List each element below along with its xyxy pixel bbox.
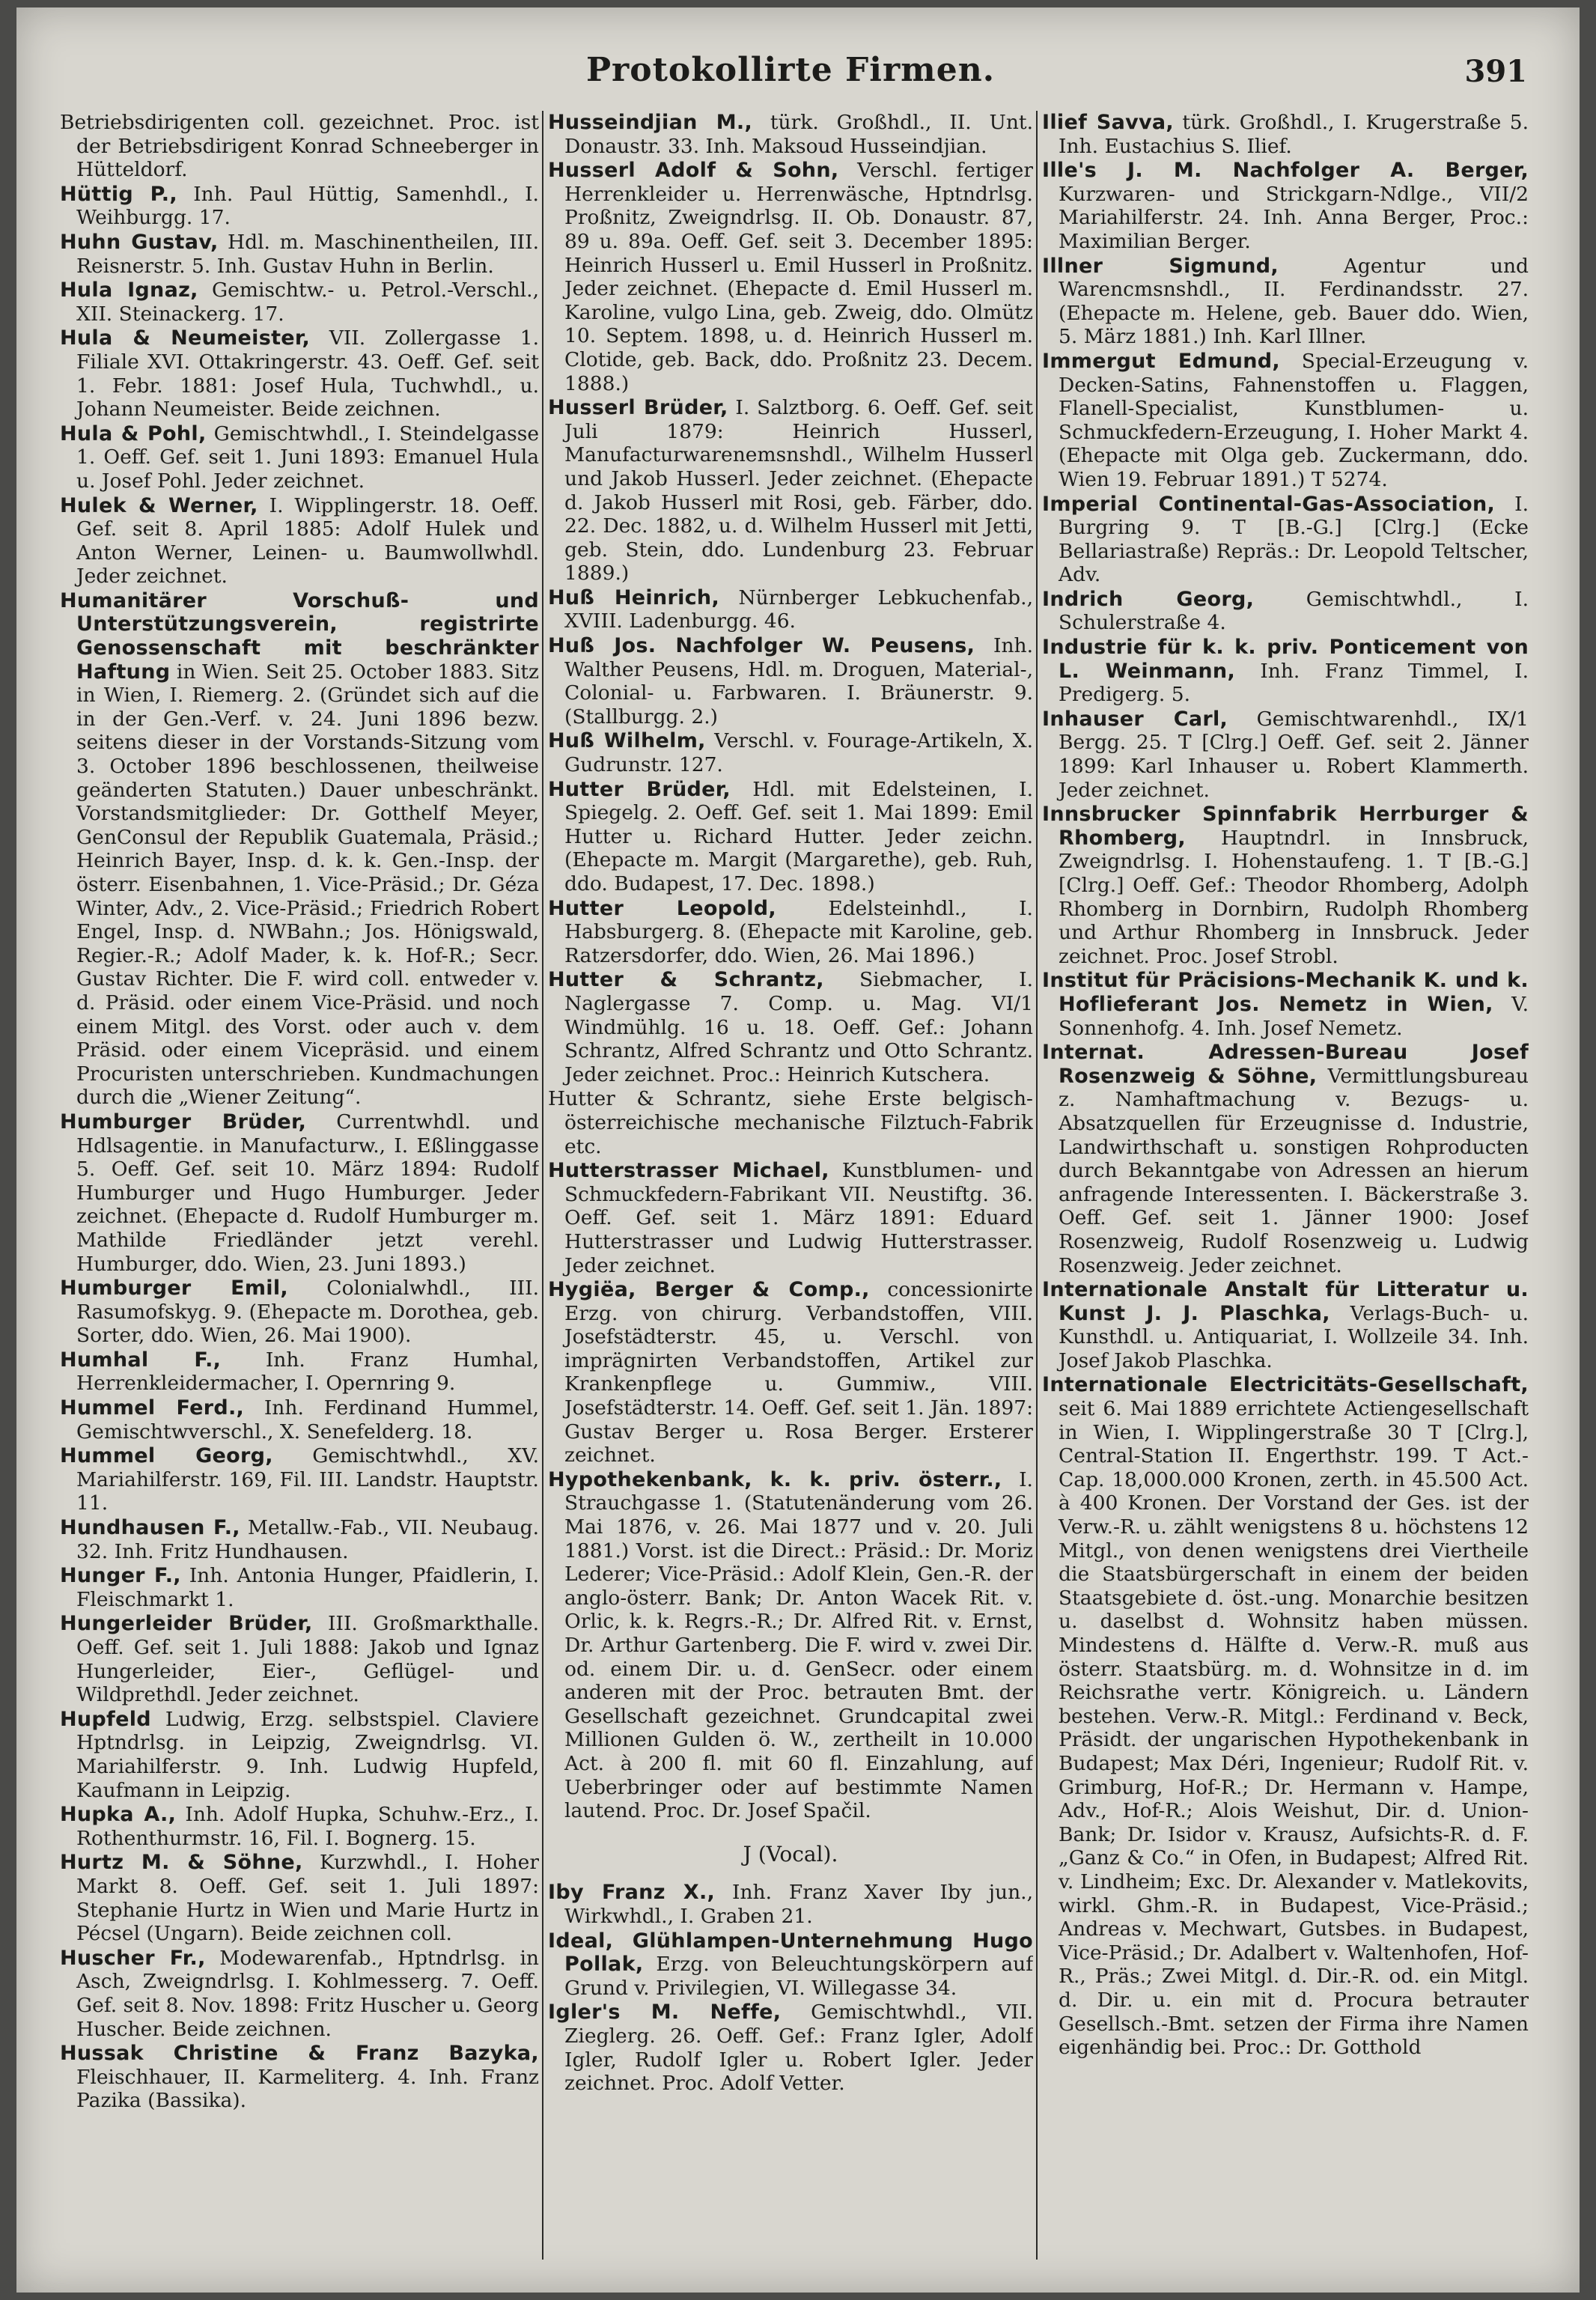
firm-details: Fleischhauer, II. Karmeliterg. 4. Inh. Franz Pazika (Bassika). (76, 2065, 539, 2113)
firm-name: Huscher Fr., (60, 1946, 206, 1970)
firm-name: Hüttig P., (60, 182, 177, 206)
directory-entry (60, 1516, 539, 1563)
directory-entry (548, 634, 1033, 728)
directory-entry (548, 1278, 1033, 1467)
directory-entry (1042, 636, 1529, 707)
firm-details: III. Großmarkthalle. Oeff. Gef. seit 1. Juli 1888: Jakob und Ignaz Hungerleider, Eier-, Geflügel- und Wildprethdl. Jeder zeichnet. (76, 1612, 539, 1707)
firm-details: türk. Großhdl., II. Unt. Donaustr. 33. Inh. Maksoud Husseindjian. (564, 111, 1033, 158)
column-3 (1042, 111, 1529, 2263)
directory-entry (60, 183, 539, 230)
firm-details: Inh. Ferdinand Hummel, Gemischtwverschl., X. Senefelderg. 18. (76, 1396, 539, 1443)
firm-details: Edelsteinhdl., I. Habsburgerg. 8. (Ehepacte mit Karoline, geb. Ratzersdorfer, ddo. Wien, 26. Mai 1896.) (564, 896, 1033, 967)
firm-name: Hungerleider Brüder, (60, 1612, 313, 1636)
directory-entry (548, 897, 1033, 968)
firm-details: Inh. Antonia Hunger, Pfaidlerin, I. Fleischmarkt 1. (76, 1564, 539, 1611)
firm-name: Hypothekenbank, k. k. priv. österr., (548, 1467, 1002, 1491)
firm-details: VII. Zollergasse 1. Filiale XVI. Ottakringerstr. 43. Oeff. Gef. seit 1. Febr. 1881: Josef Hula, Tuchwhdl., u. Johann Neumeister. Beide zeichnen. (76, 326, 539, 422)
firm-name: Ideal, Glühlampen-Unternehmung Hugo Pollak, (548, 1929, 1033, 1977)
firm-name: Hutter & Schrantz, (548, 968, 824, 992)
firm-details: Metallw.-Fab., VII. Neubaug. 32. Inh. Fritz Hundhausen. (76, 1516, 539, 1563)
directory-entry (1042, 1278, 1529, 1372)
firm-name: Hummel Georg, (60, 1444, 273, 1468)
firm-details: Hdl. mit Edelsteinen, I. Spiegelg. 2. Oeff. Gef. seit 1. Mai 1899: Emil Hutter u. Richard Hutter. Jeder zeichn. (Ehepacte m. Margit (Margarethe), geb. Ruh, ddo. Budapest, 17. Dec. 1898.) (564, 777, 1033, 895)
firm-name: Internationale Anstalt für Litteratur u. Kunst J. J. Plaschka, (1042, 1278, 1529, 1325)
firm-name: Ille's J. M. Nachfolger A. Berger, (1042, 159, 1529, 183)
firm-details: concessionirte Erzg. von chirurg. Verbandstoffen, VIII. Josefstädterstr. 45, u. Verschl. von imprägnirten Verbandstoffen, Artikel zur Krankenpflege u. Gummiw., VIII. Josefstädterstr. 14. Oeff. Gef. seit 1. Jän. 1897: Gustav Berger u. Rosa Berger. Ersterer zeichnet. (564, 1278, 1033, 1467)
firm-details: Betriebsdirigenten coll. gezeichnet. Proc. ist der Betriebsdirigent Konrad Schneeberger in Hütteldorf. (60, 111, 539, 182)
firm-details: seit 6. Mai 1889 errichtete Actiengesellschaft in Wien, I. Wipplingerstraße 30 T [Clrg.], Central-Station II. Engerthstr. 199. T Act.-Cap. 18,000.000 Kronen, zerth. in 45.500 Act. à 400 Kronen. Der Vorstand der Ges. ist der Verw.-R. u. zählt wenigstens 8 u. höchstens 12 Mitgl., von denen wenigstens drei Viertheile die Staatsbürgerschaft in einem der beiden Staatsgebiete d. öst.-ung. Monarchie besitzen u. daselbst d. Wohnsitz haben müssen. Mindestens d. Hälfte d. Verw.-R. muß aus österr. Staatsbürg. m. d. Wohnsitze in d. im Reichsrathe vertr. Königreich. u. Ländern bestehen. Verw.-R. Mitgl.: Ferdinand v. Beck, Präsidt. der ungarischen Hypothekenbank in Budapest; Max Déri, Ingenieur; Rudolf Rit. v. Grimburg, Hof-R.; Dr. Hermann v. Hampe, Adv., Hof-R.; Alois Weishut, Dir. d. Union-Bank; Dr. Isidor v. Krausz, Aufsichts-R. d. F. „Ganz & Co.“ in Ofen, in Budapest; Alfred Rit. v. Lindheim; Exc. Dr. Alexander v. Matlekovits, wirkl. Ghm.-R. in Budapest, Vice-Präsid.; Andreas v. Mechwart, Gutsbes. in Budapest, Vice-Präsid.; Dr. Adalbert v. Waltenhofen, Hof-R., Präs.; Zwei Mitgl. d. Dir.-R. od. ein Mitgl. d. Dir. u. ein mit d. Procura betrauter Gesellsch.-Bmt. setzen der Firma ihre Namen eigenhändig bei. Proc.: Dr. Gotthold (1059, 1397, 1529, 2060)
firm-details: Special-Erzeugung v. Decken-Satins, Fahnenstoffen u. Flaggen, Flanell-Specialist, Kunstblumen- u. Schmuckfedern-Erzeugung, I. Hoher Markt 4. (Ehepacte mit Olga geb. Zuckermann, ddo. Wien 19. Februar 1891.) T 5274. (1059, 349, 1529, 491)
firm-name: Husserl Adolf & Sohn, (548, 159, 839, 183)
directory-entry (60, 589, 539, 1110)
firm-name: Inhauser Carl, (1042, 707, 1228, 731)
directory-entry (548, 1159, 1033, 1277)
directory-entry (1042, 803, 1529, 968)
firm-name: Hundhausen F., (60, 1516, 240, 1540)
directory-entry (548, 159, 1033, 395)
column-2 (548, 111, 1033, 2263)
directory-entry (548, 1468, 1033, 1823)
firm-name: Humhal F., (60, 1348, 222, 1372)
firm-details: Verschl. v. Fourage-Artikeln, X. Gudrunstr. 127. (564, 729, 1033, 777)
directory-entry (60, 1396, 539, 1443)
firm-name: Hupka A., (60, 1803, 177, 1827)
firm-details: in Wien. Seit 25. October 1883. Sitz in Wien, I. Riemerg. 2. (Gründet sich auf die in der Gen.-Verf. v. 24. Juni 1896 bezw. seitens dieser in der Vorstands-Sitzung vom 3. October 1896 beschlossenen, theilweise geänderten Statuten.) Dauer unbeschränkt. Vorstandsmitglieder: Dr. Gotthelf Meyer, GenConsul der Republik Guatemala, Präsid.; Heinrich Bayer, Insp. d. k. k. Gen.-Insp. der österr. Eisenbahnen, 1. Vice-Präsid.; Dr. Géza Winter, Adv., 2. Vice-Präsid.; Friedrich Robert Engel, Insp. d. NWBahn.; Jos. Hönigswald, Regier.-R.; Adolf Mader, k. k. Hof-R.; Secr. Gustav Richter. Die F. wird coll. entweder v. d. Präsid. oder einem Vice-Präsid. und noch einem Mitgl. des Vorst. oder auch v. dem Präsid. oder einem Vicepräsid. und einem Procuristen unterschrieben. Kundmachungen durch die „Wiener Zeitung“. (76, 660, 539, 1110)
directory-entry (1042, 350, 1529, 492)
firm-name: Industrie für k. k. priv. Ponticement von L. Weinmann, (1042, 636, 1529, 683)
directory-entry (548, 1881, 1033, 1928)
directory-entry (1042, 493, 1529, 587)
firm-name: Hula & Pohl, (60, 422, 207, 445)
firm-details: Gemischtwhdl., I. Steindelgasse 1. Oeff. Gef. seit 1. Juni 1893: Emanuel Hula u. Josef Pohl. Jeder zeichnet. (76, 422, 539, 493)
page-title: Protokollirte Firmen. (585, 51, 996, 89)
firm-name: Hula Ignaz, (60, 279, 198, 302)
firm-name: Husseindjian M., (548, 111, 753, 134)
firm-details: I. Salztborg. 6. Oeff. Gef. seit Juli 1879: Heinrich Husserl, Manufacturwarenemsnshdl., Wilhelm Husserl und Jakob Husserl. Jeder zeichnet. (Ehepacte d. Jakob Husserl mit Rosi, geb. Färber, ddo. 22. Dec. 1882, u. d. Wilhelm Husserl mit Jetti, geb. Stein, ddo. Lundenburg 23. Februar 1889.) (564, 396, 1033, 585)
column-divider (542, 111, 543, 2260)
section-heading: J (Vocal). (743, 1841, 838, 1867)
directory-entry (60, 1110, 539, 1276)
directory-entry (1042, 588, 1529, 635)
firm-details: Siebmacher, I. Naglergasse 7. Comp. u. Mag. VI/1 Windmühlg. 16 u. 18. Oeff. Gef.: Johann Schrantz, Alfred Schrantz und Otto Schrantz. Jeder zeichnet. Proc.: Heinrich Kutschera. (564, 968, 1033, 1086)
directory-entry (60, 494, 539, 588)
firm-details: Currentwhdl. und Hdlsagentie. in Manufacturw., I. Eßlinggasse 5. Oeff. Gef. seit 10. März 1894: Rudolf Humburger und Hugo Humburger. Jeder zeichnet. (Ehepacte d. Rudolf Humburger m. Mathilde Friedländer jetzt verehl. Humburger, ddo. Wien, 23. Juni 1893.) (76, 1110, 539, 1276)
firm-details: Nürnberger Lebkuchenfab., XVIII. Ladenburgg. 46. (564, 585, 1033, 633)
directory-entry (60, 231, 539, 278)
directory-entry (548, 1087, 1033, 1158)
firm-details: Verlags-Buch- u. Kunsthdl. u. Antiquariat, I. Wollzeile 34. Inh. Josef Jakob Plaschka. (1059, 1301, 1529, 1372)
firm-name: Hummel Ferd., (60, 1396, 245, 1420)
firm-name: Iby Franz X., (548, 1881, 716, 1905)
directory-entry (60, 1348, 539, 1396)
directory-entry (1042, 969, 1529, 1040)
column-divider (1036, 111, 1038, 2260)
directory-entry (1042, 708, 1529, 802)
firm-details: Inh. Franz Timmel, I. Predigerg. 5. (1059, 659, 1529, 707)
directory-entry (548, 111, 1033, 158)
firm-name: Hussak Christine & Franz Bazyka, (60, 2042, 539, 2066)
firm-details: I. Burgring 9. T [B.-G.] [Clrg.] (Ecke Bellariastraße) Repräs.: Dr. Leopold Teltscher, Adv. (1059, 492, 1529, 587)
directory-entry (60, 1803, 539, 1850)
firm-details: Modewarenfab., Hptndrlsg. in Asch, Zweigndrlsg. I. Kohlmesserg. 7. Oeff. Gef. seit 8. Nov. 1898: Fritz Huscher u. Georg Huscher. Beide zeichnen. (76, 1946, 539, 2041)
firm-name: Huß Wilhelm, (548, 729, 706, 753)
directory-entry (1042, 111, 1529, 158)
firm-name: Igler's M. Neffe, (548, 2001, 782, 2024)
directory-entry (60, 111, 539, 182)
directory-entry (548, 586, 1033, 633)
firm-details: I. Wipplingerstr. 18. Oeff. Gef. seit 8. April 1885: Adolf Hulek und Anton Werner, Leinen- u. Baumwollwhdl. Jeder zeichnet. (76, 493, 539, 588)
firm-name: Immergut Edmund, (1042, 349, 1280, 373)
directory-entry (60, 1851, 539, 1945)
firm-name: Huß Heinrich, (548, 585, 720, 609)
firm-details: Inh. Paul Hüttig, Samenhdl., I. Weihburgg. 17. (76, 182, 539, 230)
directory-entry (548, 729, 1033, 776)
directory-entry (60, 1708, 539, 1802)
firm-name: Illner Sigmund, (1042, 254, 1279, 278)
directory-entry (60, 1444, 539, 1515)
firm-name: Innsbrucker Spinnfabrik Herrburger & Rhomberg, (1042, 803, 1529, 850)
firm-name: Internationale Electricitäts-Gesellschaft, (1042, 1373, 1529, 1397)
directory-entry (60, 326, 539, 421)
firm-details: Hutter & Schrantz, siehe Erste belgisch-österreichische mechanische Filztuch-Fabrik etc. (548, 1087, 1033, 1158)
firm-name: Hunger F., (60, 1564, 181, 1588)
firm-name: Huß Jos. Nachfolger W. Peusens, (548, 634, 975, 658)
firm-details: Kurzwhdl., I. Hoher Markt 8. Oeff. Gef. seit 1. Juli 1897: Stephanie Hurtz in Wien und Marie Hurtz in Pécsel (Ungarn). Beide zeichnen coll. (76, 1851, 539, 1946)
directory-entry (1042, 1041, 1529, 1277)
firm-details: Verschl. fertiger Herrenkleider u. Herrenwäsche, Hptndrlsg. Proßnitz, Zweigndrlsg. II. Ob. Donaustr. 87, 89 u. 89a. Oeff. Gef. seit 3. December 1895: Heinrich Husserl u. Emil Husserl in Proßnitz. Jeder zeichnet. (Ehepacte d. Emil Husserl m. Karoline, vulgo Lina, geb. Zweig, ddo. Olmütz 10. Septem. 1898, u. d. Heinrich Husserl m. Clotide, geb. Back, ddo. Proßnitz 23. Decem. 1888.) (564, 159, 1033, 395)
firm-details: Gemischtwhdl., VII. Zieglerg. 26. Oeff. Gef.: Franz Igler, Adolf Igler, Rudolf Igler u. Robert Igler. Jeder zeichnet. Proc. Adolf Vetter. (564, 2001, 1033, 2096)
directory-entry (548, 1929, 1033, 2001)
firm-name: Hupfeld (60, 1707, 151, 1731)
firm-details: Agentur und Warencmsnshdl., II. Ferdinandsstr. 27. (Ehepacte m. Helene, geb. Bauer ddo. Wien, 5. März 1881.) Inh. Karl Illner. (1059, 254, 1529, 349)
firm-details: Colonialwhdl., III. Rasumofskyg. 9. (Ehepacte m. Dorothea, geb. Sorter, ddo. Wien, 26. Mai 1900). (76, 1277, 539, 1348)
firm-name: Humanitärer Vorschuß- und Unterstützungsverein, registrirte Genossenschaft mit beschränkter Haftung (60, 588, 539, 684)
firm-name: Husserl Brüder, (548, 396, 728, 420)
firm-name: Hutter Brüder, (548, 777, 731, 801)
directory-entry (548, 2001, 1033, 2095)
firm-details: Inh. Franz Xaver Iby jun., Wirkwhdl., I. Graben 21. (564, 1881, 1033, 1928)
firm-details: Hdl. m. Maschinentheilen, III. Reisnerstr. 5. Inh. Gustav Huhn in Berlin. (76, 230, 539, 278)
firm-details: Inh. Franz Humhal, Herrenkleidermacher, I. Opernring 9. (76, 1348, 539, 1396)
firm-details: Inh. Adolf Hupka, Schuhw.-Erz., I. Rothenthurmstr. 16, Fil. I. Bognerg. 15. (76, 1803, 539, 1850)
firm-details: Erzg. von Beleuchtungskörpern auf Grund v. Privilegien, VI. Willegasse 34. (564, 1953, 1033, 2000)
firm-name: Imperial Continental-Gas-Association, (1042, 492, 1496, 516)
directory-entry (60, 1564, 539, 1611)
firm-name: Hygiëa, Berger & Comp., (548, 1278, 870, 1302)
firm-name: Humburger Emil, (60, 1277, 288, 1300)
firm-name: Huhn Gustav, (60, 230, 219, 254)
firm-name: Institut für Präcisions-Mechanik K. und k. Hoflieferant Jos. Nemetz in Wien, (1042, 969, 1529, 1016)
directory-entry (1042, 255, 1529, 349)
page-number: 391 (1464, 54, 1527, 89)
firm-details: Ludwig, Erzg. selbstspiel. Claviere Hptndrlsg. in Leipzig, Zweigndrlsg. VI. Mariahilferstr. 9. Inh. Ludwig Hupfeld, Kaufmann in Leipzig. (76, 1707, 539, 1802)
column-1 (60, 111, 539, 2263)
firm-name: Hulek & Werner, (60, 493, 258, 517)
firm-name: Indrich Georg, (1042, 587, 1255, 611)
firm-details: Kurzwaren- und Strickgarn-Ndlge., VII/2 Mariahilferstr. 24. Inh. Anna Berger, Proc.: Maximilian Berger. (1059, 182, 1529, 253)
firm-name: Hurtz M. & Söhne, (60, 1851, 303, 1875)
firm-details: Kunstblumen- und Schmuckfedern-Fabrikant VII. Neustiftg. 36. Oeff. Gef. seit 1. März 1891: Eduard Hutterstrasser und Ludwig Hutterstrasser. Jeder zeichnet. (564, 1159, 1033, 1277)
directory-entry (60, 279, 539, 326)
page-header (61, 51, 1527, 103)
directory-entry (1042, 159, 1529, 253)
firm-details: I. Strauchgasse 1. (Statutenänderung vom 26. Mai 1876, v. 26. Mai 1877 und v. 20. Juli 1881.) Vorst. ist die Direct.: Präsid.: Dr. Moriz Lederer; Vice-Präsid.: Adolf Klein, Gen.-R. der anglo-österr. Bank; Dr. Anton Wacek Rit. v. Orlic, k. k. Regrs.-R.; Dr. Alfred Rit. v. Ernst, Dr. Arthur Gartenberg. Die F. wird v. zwei Dir. od. einem Dir. u. d. GenSecr. oder einem anderen mit der Proc. betrauten Bmt. der Gesellschaft gezeichnet. Grundcapital zwei Millionen Gulden ö. W., zertheilt in 10.000 Act. à 200 fl. mit 60 fl. Einzahlung, auf Ueberbringer oder auf bestimmte Namen lautend. Proc. Dr. Josef Spačil. (564, 1467, 1033, 1823)
firm-details: Gemischtwhdl., XV. Mariahilferstr. 169, Fil. III. Landstr. Hauptstr. 11. (76, 1444, 539, 1515)
firm-name: Humburger Brüder, (60, 1110, 307, 1134)
firm-details: Gemischtw.- u. Petrol.-Verschl., XII. Steinackerg. 17. (76, 279, 539, 326)
firm-name: Hula & Neumeister, (60, 326, 311, 350)
directory-entry (60, 1947, 539, 2041)
firm-details: Gemischtwhdl., I. Schulerstraße 4. (1059, 587, 1529, 635)
firm-name: Hutter Leopold, (548, 896, 776, 920)
directory-page (16, 7, 1580, 2293)
directory-entry (60, 1612, 539, 1706)
directory-entry (548, 778, 1033, 896)
directory-entry (548, 968, 1033, 1086)
firm-details: türk. Großhdl., I. Krugerstraße 5. Inh. Eustachius S. Ilief. (1059, 111, 1529, 158)
directory-entry (1042, 1373, 1529, 2059)
directory-entry (548, 396, 1033, 585)
firm-details: Gemischtwarenhdl., IX/1 Bergg. 25. T [Clrg.] Oeff. Gef. seit 2. Jänner 1899: Karl Inhauser u. Robert Klammerth. Jeder zeichnet. (1059, 707, 1529, 802)
directory-entry (60, 2042, 539, 2113)
directory-entry (60, 422, 539, 493)
firm-details: Hauptndrl. in Innsbruck, Zweigndrlsg. I. Hohenstaufeng. 1. T [B.-G.] [Clrg.] Oeff. Gef.: Theodor Rhomberg, Adolph Rhomberg in Dornbirn, Rudolph Rhomberg und Arthur Rhomberg in Innsbruck. Jeder zeichnet. Proc. Josef Strobl. (1059, 826, 1529, 968)
firm-details: Vermittlungsbureau z. Namhaftmachung v. Bezugs- u. Absatzquellen für Erzeugnisse d. Industrie, Landwirthschaft u. sonstigen Rohproducten durch Bekanntgabe von Adressen an hierum anfragende Interessenten. I. Bäckerstraße 3. Oeff. Gef. seit 1. Jänner 1900: Josef Rosenzweig, Rudolf Rosenzweig u. Ludwig Rosenzweig. Jeder zeichnet. (1059, 1064, 1529, 1277)
firm-details: Inh. Walther Peusens, Hdl. m. Droguen, Material-, Colonial- u. Farbwaren. I. Bräunerstr. 9. (Stallburgg. 2.) (564, 634, 1033, 728)
firm-name: Internat. Adressen-Bureau Josef Rosenzweig & Söhne, (1042, 1041, 1529, 1088)
directory-entry (60, 1277, 539, 1348)
firm-name: Ilief Savva, (1042, 111, 1174, 134)
firm-details: V. Sonnenhofg. 4. Inh. Josef Nemetz. (1059, 992, 1529, 1040)
firm-name: Hutterstrasser Michael, (548, 1159, 829, 1183)
